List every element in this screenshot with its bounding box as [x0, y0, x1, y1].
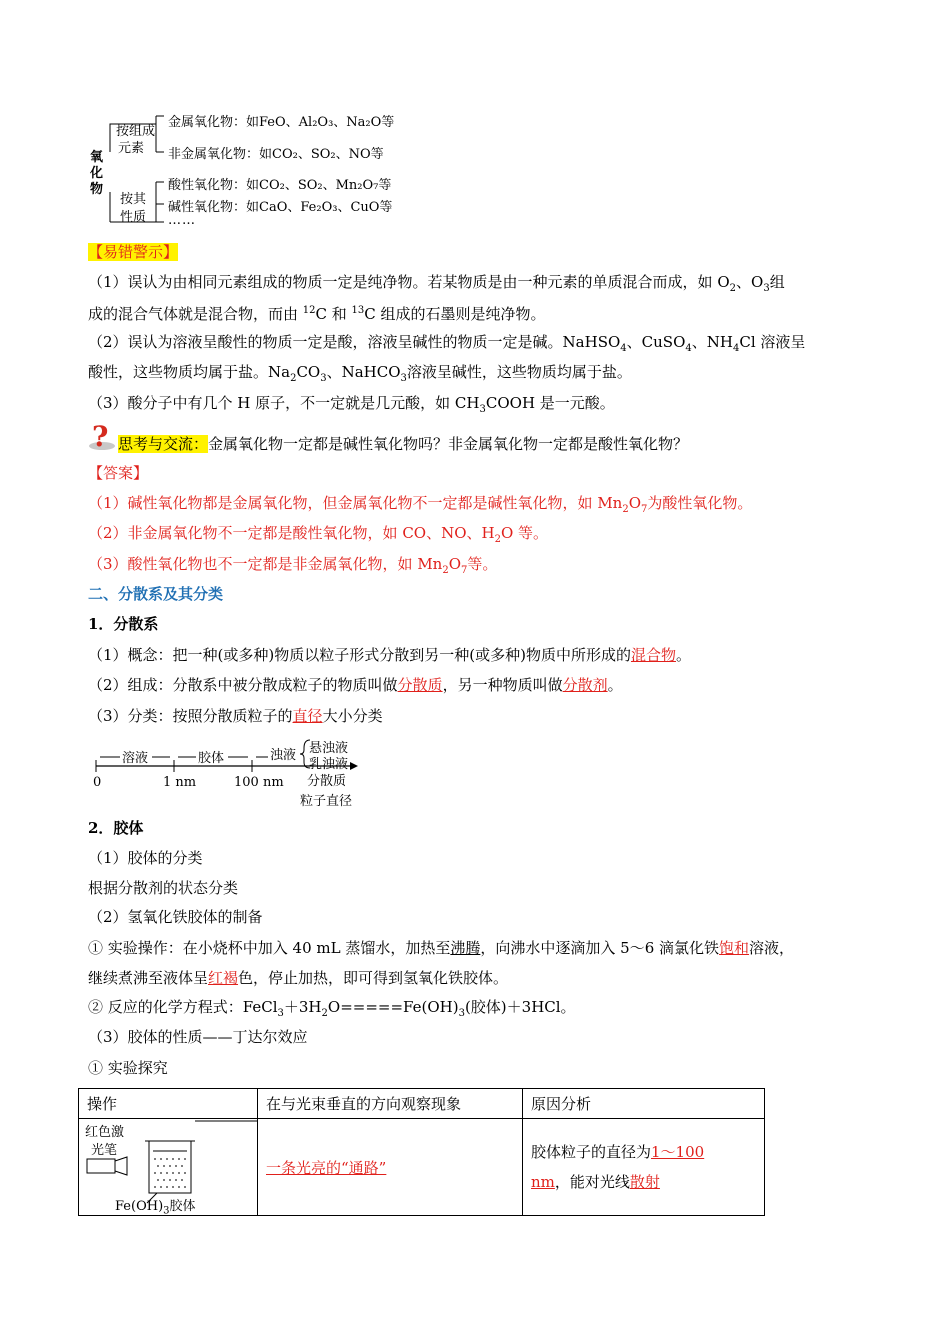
leaf-basic-oxide: 碱性氧化物：如CaO、Fe₂O₃、CuO等 [168, 200, 393, 215]
laser-beaker-illustration [79, 1119, 257, 1215]
seg-suspension: 浊液 [270, 748, 297, 763]
colloid-classification: （1）胶体的分类 [88, 849, 203, 867]
question-icon [88, 420, 118, 452]
leaf-acidic-oxide: 酸性氧化物：如CO₂、SO₂、Mn₂O₇等 [168, 178, 392, 193]
axis-label-line2: 粒子直径 [300, 794, 353, 809]
warning-p3: （3）酸分子中有几个 H 原子，不一定就是几元酸，如 $CH_3COOH$ 是一元酸。 [88, 394, 615, 415]
svg-text:?: ? [92, 420, 109, 452]
root-char: 氧 [90, 150, 104, 165]
blank-red-brown: 红褐 [208, 969, 239, 987]
answer-2: （2）非金属氧化物不一定都是酸性氧化物，如 CO、NO、$H_2O$ 等。 [88, 524, 549, 545]
blank-dispersed-phase: 分散质 [397, 676, 443, 694]
answer-3: （3）酸性氧化物也不一定都是非金属氧化物，如 $Mn_2O_7$等。 [88, 555, 498, 576]
blank-scattering: 散射 [629, 1173, 660, 1191]
blank-saturated: 饱和 [719, 939, 750, 957]
experiment-op-line1: ① 实验操作：在小烧杯中加入 40 mL 蒸馏水，加热至沸腾，向沸水中逐滴加入 5～6 滴氯化铁饱和溶液， [88, 939, 795, 957]
axis-label-line1: 分散质 [307, 774, 347, 789]
laser-label-l2: 光笔 [91, 1143, 118, 1158]
root-char: 化 [90, 166, 104, 181]
leaf-metal-oxide: 金属氧化物：如FeO、Al₂O₃、Na₂O等 [168, 115, 395, 130]
tick-1nm: 1 nm [163, 775, 197, 790]
root-char: 物 [90, 182, 104, 197]
classification-line: （3）分类：按照分散质粒子的直径大小分类 [88, 707, 383, 725]
table-header-row [79, 1089, 765, 1119]
think-line [118, 434, 688, 454]
reason-cell: 胶体粒子的直径为1～100 nm，能对光线散射 [523, 1119, 765, 1216]
header-phenomenon: 在与光束垂直的方向观察现象 [258, 1089, 523, 1119]
tyndall-heading: （3）胶体的性质——丁达尔效应 [88, 1028, 308, 1046]
header-operation: 操作 [79, 1089, 258, 1119]
table-row [79, 1119, 765, 1216]
branch-property-l1: 按其 [120, 192, 147, 207]
seg-colloid: 胶体 [198, 751, 225, 766]
blank-dispersion-medium: 分散剂 [562, 676, 608, 694]
warning-title [88, 242, 178, 262]
answer-title: 【答案】 [88, 464, 149, 482]
warning-p2-line1: （2）误认为溶液呈酸性的物质一定是酸，溶液呈碱性的物质一定是碱。NaHSO$_4$、CuSO$_4$、$NH_4Cl$ 溶液呈 [88, 333, 806, 354]
leaf-ellipsis: …… [168, 213, 196, 228]
branch-composition-l2: 元素 [118, 141, 145, 156]
heading-dispersion-system: 1．分散系 [88, 615, 159, 633]
tick-0: 0 [93, 775, 102, 790]
laser-label-l1: 红色激 [85, 1125, 125, 1140]
warning-title-text: 【易错警示】 [88, 243, 179, 261]
experiment-op-line2: 继续煮沸至液体呈红褐色，停止加热，即可得到氢氧化铁胶体。 [88, 969, 509, 987]
reaction-equation: ② 反应的化学方程式：$FeCl_3+3H_2O=====Fe(OH)_3$(胶体)＋3HCl。 [88, 998, 576, 1019]
heading-colloid: 2．胶体 [88, 819, 144, 837]
branch-composition-l1: 按组成 [116, 124, 156, 139]
operation-cell [79, 1119, 258, 1216]
warning-p1-line2: 成的混合气体就是混合物，而由 $^{12}$C 和 $^{13}$C 组成的石墨则是纯净物。 [88, 305, 546, 323]
tick-100nm: 100 nm [234, 775, 284, 790]
tyndall-table [78, 1088, 765, 1216]
blank-nm: nm [531, 1173, 555, 1191]
seg-solution: 溶液 [122, 751, 149, 766]
experiment-explore: ① 实验探究 [88, 1059, 168, 1077]
branch-property-l2: 性质 [120, 210, 147, 225]
blank-diameter: 直径 [292, 707, 323, 725]
sub-suspension: 悬浊液 [309, 741, 349, 756]
colloid-classification-basis: 根据分散剂的状态分类 [88, 879, 239, 897]
sub-emulsion: 乳浊液 [309, 757, 349, 772]
leaf-nonmetal-oxide: 非金属氧化物：如CO₂、SO₂、NO等 [168, 147, 384, 162]
warning-p2-line2: 酸性，这些物质均属于盐。$Na_2CO_3$、NaHCO$_3$溶液呈碱性，这些物质均属于盐。 [88, 363, 632, 384]
think-question: 金属氧化物一定都是碱性氧化物吗？非金属氧化物一定都是酸性氧化物？ [208, 435, 689, 453]
blank-mixture: 混合物 [630, 646, 676, 664]
phenomenon-cell [258, 1119, 523, 1216]
answer-1: （1）碱性氧化物都是金属氧化物，但金属氧化物不一定都是碱性氧化物，如 $Mn_2O_7$为酸性氧化物。 [88, 494, 753, 515]
blank-boiling: 沸腾 [450, 939, 481, 957]
colloid-preparation: （2）氢氧化铁胶体的制备 [88, 908, 263, 926]
think-label: 思考与交流： [118, 435, 209, 453]
concept-line: （1）概念：把一种(或多种)物质以粒子形式分散到另一种(或多种)物质中所形成的混合物。 [88, 646, 691, 664]
beaker-label: $Fe(OH)_3$胶体 [115, 1199, 196, 1217]
header-reason: 原因分析 [523, 1089, 765, 1119]
warning-p1-line1: （1）误认为由相同元素组成的物质一定是纯净物。若某物质是由一种元素的单质混合而成，如 $O_2$、$O_3$组 [88, 273, 785, 294]
composition-line: （2）组成：分散系中被分散成粒子的物质叫做分散质，另一种物质叫做分散剂。 [88, 676, 623, 694]
blank-diameter-range: 1～100 [651, 1143, 705, 1161]
section-title: 二、分散系及其分类 [88, 585, 224, 603]
blank-light-path: 一条光亮的“通路” [266, 1158, 387, 1177]
